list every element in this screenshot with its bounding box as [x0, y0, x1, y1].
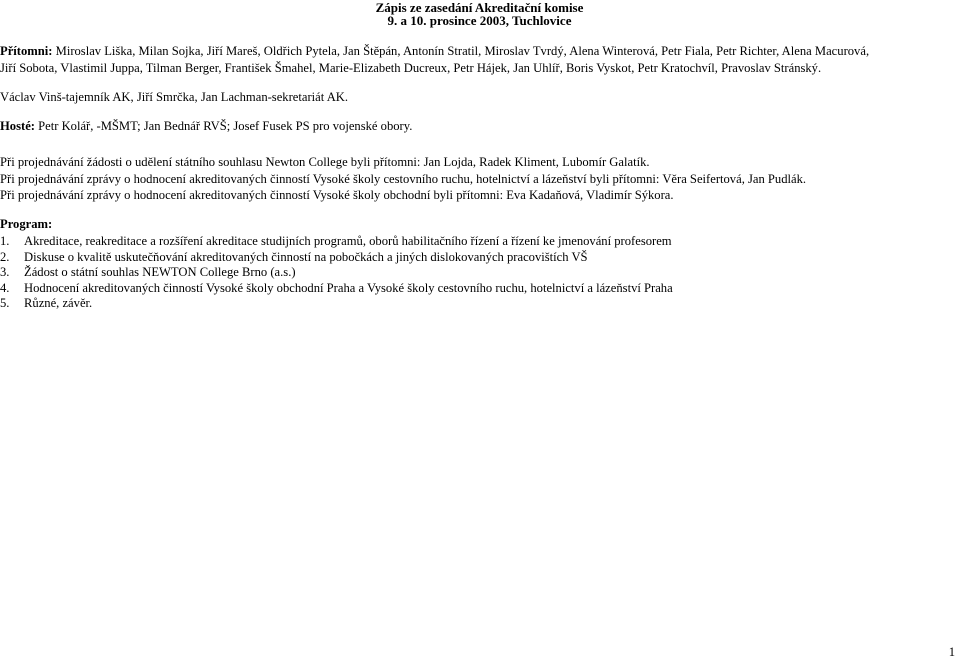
guests-line — [0, 119, 959, 135]
attendees-line-1 — [0, 44, 959, 60]
guests-names: Petr Kolář, -MŠMT; Jan Bednář RVŠ; Josef Fusek PS pro vojenské obory. — [34, 119, 413, 133]
program-item — [0, 281, 959, 297]
page-number: 1 — [948, 645, 955, 660]
program-item-number: 4. — [0, 280, 10, 295]
attendees-line-2: Jiří Sobota, Vlastimil Juppa, Tilman Berger, František Šmahel, Marie-Elizabeth Ducreux, Petr Hájek, Jan Uhlíř, Boris Vyskot, Petr Kratochvíl, Pravoslav Stránský. — [0, 61, 822, 75]
program-label: Program: — [0, 217, 53, 231]
note-newton-college: Při projednávání žádosti o udělení státního souhlasu Newton College byli přítomni: Jan Lojda, Radek Kliment, Lubomír Galatík. — [0, 155, 650, 169]
program-item-text: Hodnocení akreditovaných činností Vysoké školy obchodní Praha a Vysoké školy cestovního ruchu, hotelnictví a lázeňství Praha — [24, 280, 673, 295]
program-item-number: 2. — [0, 249, 10, 264]
program-item-text: Žádost o státní souhlas NEWTON College Brno (a.s.) — [24, 265, 296, 280]
secretariat-line: Václav Vinš-tajemník AK, Jiří Smrčka, Jan Lachman-sekretariát AK. — [0, 90, 349, 104]
guests-label: Hosté: — [0, 119, 35, 133]
program-item-text: Různé, závěr. — [24, 296, 93, 311]
attendees-label: Přítomni: — [0, 44, 53, 58]
program-item-number: 3. — [0, 265, 10, 280]
note-vso: Při projednávání zprávy o hodnocení akreditovaných činností Vysoké školy obchodní byli přítomni: Eva Kadaňová, Vladimír Sýkora. — [0, 188, 674, 202]
program-item-text: Akreditace, reakreditace a rozšíření akreditace studijních programů, oborů habilitačního řízení a řízení ke jmenování profesorem — [24, 234, 672, 248]
program-item-number: 1. — [0, 234, 10, 248]
program-item — [0, 234, 959, 250]
document-title: Zápis ze zasedání Akreditační komise — [375, 0, 584, 15]
document-subtitle-date: 9. a 10. prosince 2003, Tuchlovice — [387, 13, 572, 28]
program-item — [0, 296, 959, 312]
program-list — [0, 234, 959, 312]
attendees-names-1: Miroslav Liška, Milan Sojka, Jiří Mareš, Oldřich Pytela, Jan Štěpán, Antonín Stratil, Miroslav Tvrdý, Alena Winterová, Petr Fiala, Petr Richter, Alena Macurová, — [52, 44, 870, 58]
program-item — [0, 250, 959, 266]
program-item-text: Diskuse o kvalitě uskutečňování akreditovaných činností na pobočkách a jiných dislokovaných pracovištích VŠ — [24, 249, 588, 264]
program-item — [0, 265, 959, 281]
program-item-number: 5. — [0, 296, 10, 311]
note-vsch: Při projednávání zprávy o hodnocení akreditovaných činností Vysoké školy cestovního ruchu, hotelnictví a lázeňství byli přítomni: Věra Seifertová, Jan Pudlák. — [0, 172, 807, 186]
